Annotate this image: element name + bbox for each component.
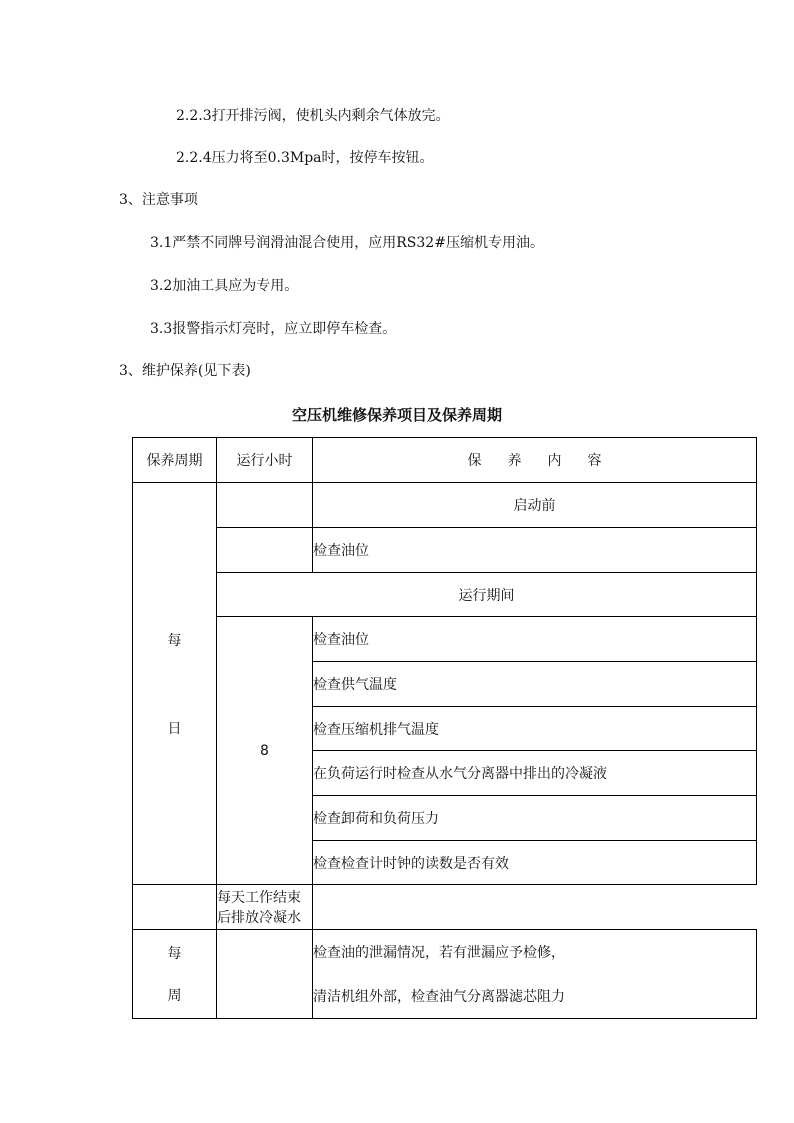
content-cell: 检查检查计时钟的读数是否有效 [313,841,757,885]
table-row [133,573,757,617]
table-header-row [133,438,757,483]
content-cell: 检查油位 [313,617,757,662]
content-cell: 在负荷运行时检查从水气分离器中排出的冷凝液 [313,751,757,796]
section-heading-notes: 3、注意事项 [119,192,198,208]
hours-cell [217,930,313,1019]
header-content-char: 内 [547,453,562,469]
content-cell: 每天工作结束后排放冷凝水 [217,885,313,930]
table-title: 空压机维修保养项目及保养周期 [291,406,502,424]
content-cell: 检查供气温度 [313,662,757,707]
subheading-before-start: 启动前 [313,483,757,528]
table-row [133,483,757,528]
section-heading-maintenance: 3、维护保养(见下表) [119,363,251,379]
weekly-item: 检查油的泄漏情况，若有泄漏应予检修， [313,945,565,961]
maintenance-table [132,437,757,1019]
hours-8-cell: 8 [217,617,313,885]
header-period: 保养周期 [133,438,217,483]
table-row [133,528,757,573]
header-content-char: 保 [467,453,482,469]
text-line-3-2: 3.2加油工具应为专用。 [150,278,299,294]
hours-cell [217,483,313,528]
period-daily-char: 每 [167,632,182,649]
period-weekly-cell [133,930,217,1019]
hours-cell [133,885,217,930]
header-content-char: 养 [507,453,522,469]
text-line-2-2-3: 2.2.3打开排污阀，使机头内剩余气体放完。 [176,108,450,124]
text-line-2-2-4: 2.2.4压力将至0.3Mpa时，按停车按钮。 [176,150,434,166]
period-daily-char: 日 [167,720,182,737]
content-cell: 检查油位 [313,528,757,573]
header-content [313,438,757,483]
table-row [133,617,757,662]
hours-cell [217,528,313,573]
content-cell: 检查压缩机排气温度 [313,707,757,751]
weekly-item: 清洁机组外部，检查油气分离器滤芯阻力 [313,989,565,1005]
content-cell [313,930,757,1019]
subheading-during-run: 运行期间 [217,573,757,617]
table-row [133,885,757,930]
text-line-3-1: 3.1严禁不同牌号润滑油混合使用，应用RS32#压缩机专用油。 [150,235,544,251]
content-cell: 检查卸荷和负荷压力 [313,796,757,841]
period-daily-cell [133,483,217,885]
period-weekly-char: 周 [167,988,182,1004]
header-content-char: 容 [587,453,602,469]
header-hours: 运行小时 [217,438,313,483]
period-weekly-char: 每 [167,946,182,962]
text-line-3-3: 3.3报警指示灯亮时，应立即停车检查。 [150,321,397,337]
table-row [133,930,757,1019]
